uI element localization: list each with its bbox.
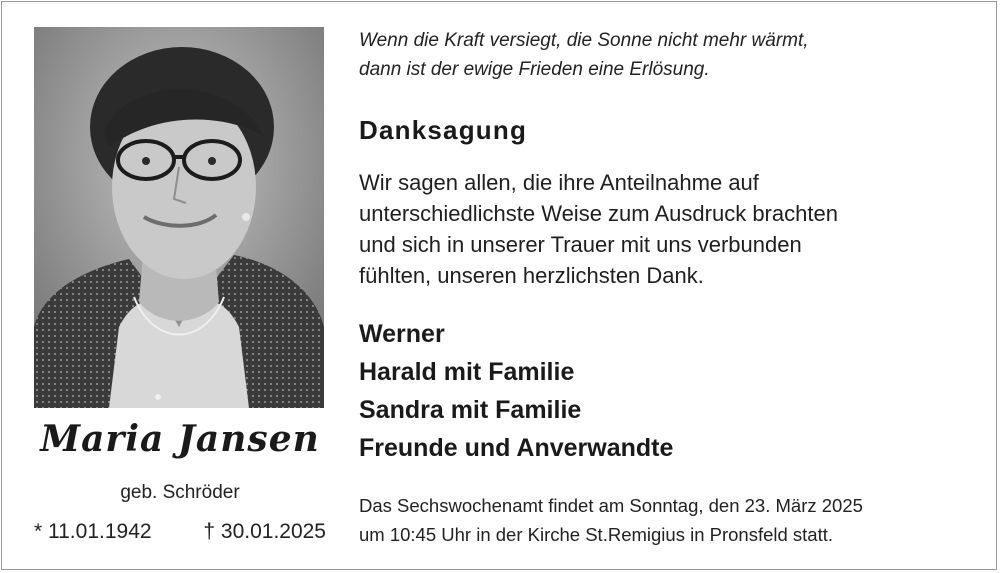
quote-line: Wenn die Kraft versiegt, die Sonne nicht mehr wärmt,	[359, 30, 809, 51]
mourner-item: Werner	[359, 320, 445, 348]
portrait-illustration	[34, 27, 324, 408]
thanks-line: und sich in unserer Trauer mit uns verbunden	[359, 232, 802, 257]
mourner-item: Sandra mit Familie	[359, 396, 582, 424]
deceased-name: Maria Jansen	[40, 418, 320, 460]
page-title: Danksagung	[359, 115, 528, 145]
mourner-item: Freunde und Anverwandte	[359, 434, 674, 462]
mourners-list	[359, 315, 979, 467]
birth-date: * 11.01.1942	[34, 520, 152, 543]
mourner-item: Harald mit Familie	[359, 358, 575, 386]
birth-name: geb. Schröder	[120, 482, 240, 503]
life-dates	[34, 520, 326, 544]
notice-line: Das Sechswochenamt findet am Sonntag, den 23. März 2025	[359, 495, 863, 516]
memorial-quote	[359, 26, 979, 84]
thanks-text	[359, 167, 979, 291]
service-notice	[359, 491, 979, 549]
thanks-line: fühlten, unseren herzlichsten Dank.	[359, 263, 704, 288]
notice-line: um 10:45 Uhr in der Kirche St.Remigius in Pronsfeld statt.	[359, 524, 834, 545]
thanks-line: unterschiedlichste Weise zum Ausdruck brachten	[359, 201, 838, 226]
death-date: † 30.01.2025	[203, 520, 326, 543]
thanks-line: Wir sagen allen, die ihre Anteilnahme auf	[359, 170, 759, 195]
quote-line: dann ist der ewige Frieden eine Erlösung.	[359, 59, 710, 80]
portrait-photo	[34, 27, 324, 408]
